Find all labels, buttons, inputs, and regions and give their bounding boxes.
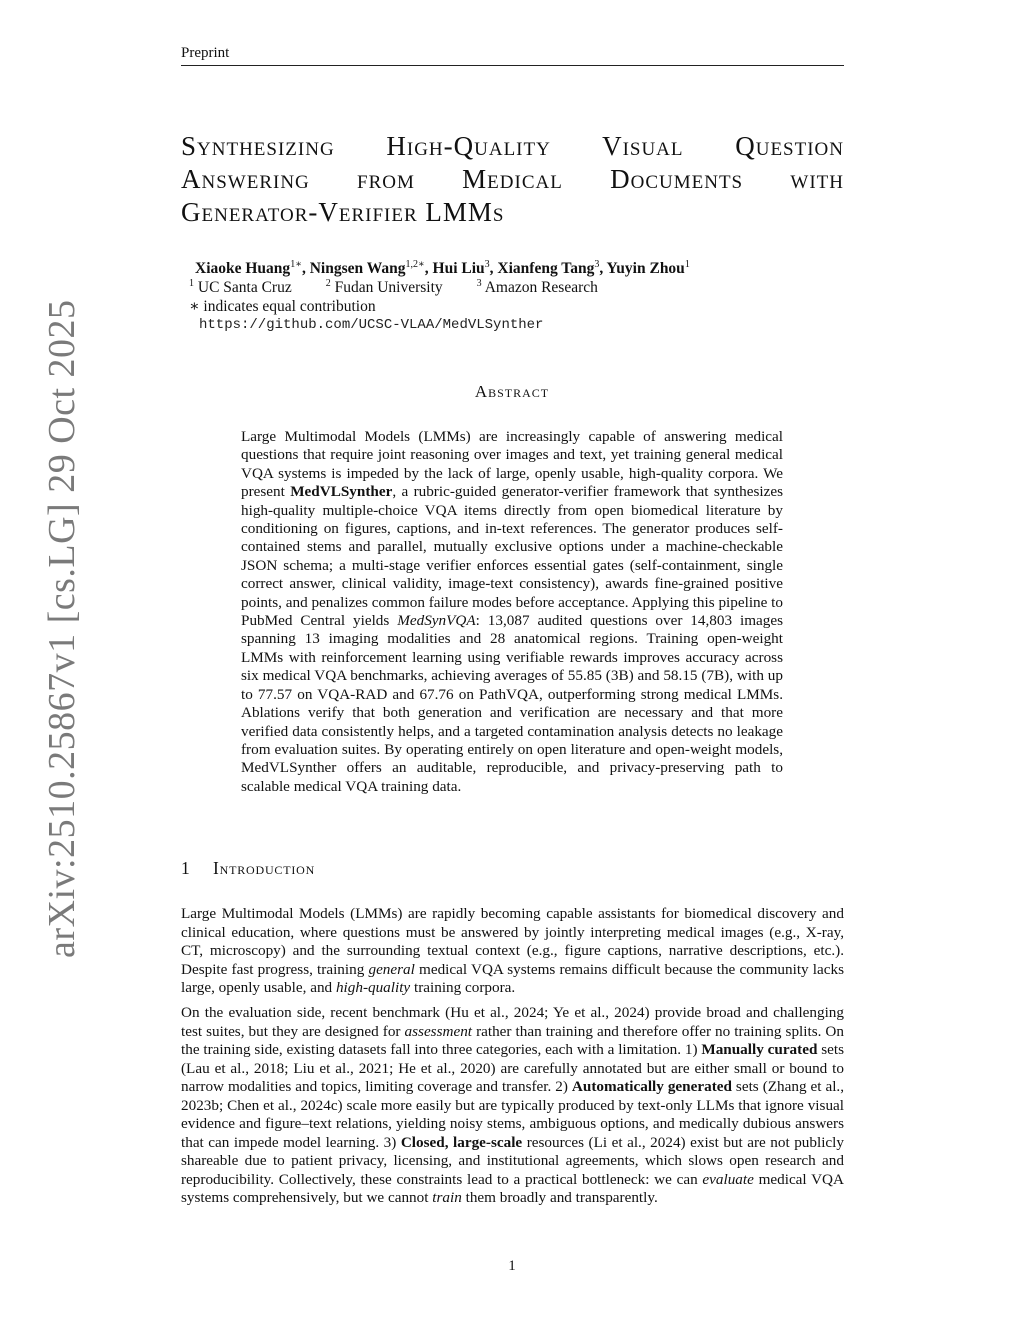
affiliation-list bbox=[189, 278, 690, 297]
section-title: Introduction bbox=[213, 858, 316, 878]
paragraph-text: On the evaluation side, recent benchmark (Hu et al., 2024; Ye et al., 2024) provide broad and challenging test suites, but they are designed for bbox=[181, 1004, 844, 1040]
author-block bbox=[189, 259, 690, 335]
paragraph-text: sets (Lau et al., 2018; Liu et al., 2021; He et al., 2020) are carefully annotated but are either small or bound to narrow modalities and topics, limiting coverage and transfer. 2) bbox=[181, 1041, 845, 1095]
running-header-text: Preprint bbox=[181, 45, 230, 61]
title-line-1: Synthesizing High-Quality Visual Question bbox=[181, 131, 844, 161]
bold-text: Manually curated bbox=[701, 1041, 818, 1058]
paragraph-text: medical VQA systems comprehensively, but we cannot bbox=[181, 1170, 844, 1206]
paragraph-text: Large Multimodal Models (LMMs) are rapidly becoming capable assistants for biomedical discovery and clinical education, where questions must be answered by jointly interpreting medical images (e.g., X-ray, CT, microscopy) and the surrounding textual context (e.g., figure captions, narrative descriptions, etc.). Despite fast progress, training bbox=[181, 905, 844, 978]
header-rule bbox=[181, 65, 844, 66]
bold-text: Automatically generated bbox=[571, 1078, 732, 1095]
asterisk-symbol: ∗ bbox=[189, 298, 200, 315]
method-name: MedVLSynther bbox=[290, 483, 393, 501]
equal-contribution-note bbox=[189, 297, 690, 316]
affiliation-name: Fudan University bbox=[334, 279, 443, 296]
section-heading-introduction bbox=[181, 858, 315, 879]
emphasis-text: general bbox=[368, 960, 415, 978]
paragraph-text: rather than training and therefore offer no training splits. On the training side, existing datasets fall into three categories, each with a limitation. 1) bbox=[181, 1022, 844, 1058]
paragraph-text: medical VQA systems remains difficult because the community lacks large, openly usable, and bbox=[181, 960, 844, 996]
emphasis-text: assessment bbox=[404, 1022, 473, 1040]
arxiv-identifier: arXiv:2510.25867v1 [cs.LG] 29 Oct 2025 bbox=[41, 299, 83, 958]
affiliation-name: UC Santa Cruz bbox=[197, 279, 292, 296]
running-header bbox=[181, 45, 844, 66]
emphasis-text: high-quality bbox=[335, 979, 411, 996]
paragraph-text: resources (Li et al., 2024) exist but are not publicly shareable due to patient privacy, licensing, and institutional agreements, which slows open research and reproducibility. Collectively, these constraints lead to a practical bottleneck: we can bbox=[181, 1133, 844, 1188]
title-line-3: Generator-Verifier LMMs bbox=[181, 197, 505, 227]
page-number: 1 bbox=[508, 1258, 516, 1274]
intro-paragraph-1 bbox=[181, 905, 844, 998]
paragraph-text: them broadly and transparently. bbox=[461, 1189, 658, 1206]
author-list: Xiaoke Huang$^{1∗}$, Ningsen Wang$^{1,2∗}$, Hui Liu$^3$, Xianfeng Tang$^3$, Yuyin Zhou$^1$ bbox=[195, 259, 690, 277]
affiliation-name: Amazon Research bbox=[484, 279, 598, 296]
author-affil-mark: 1∗ bbox=[290, 259, 302, 270]
equal-contribution-text: indicates equal contribution bbox=[203, 298, 376, 315]
affil-number: 2 bbox=[325, 278, 331, 289]
abstract-text: : 13,087 audited questions over 14,803 images spanning 13 imaging modalities and 28 anatomical regions. Training open-weight LMMs with reinforcement learning using verifiable rewards improves accuracy across six medical VQA benchmarks, achieving averages of 55.85 (3B) and 58.15 (7B), with up to 77.57 on VQA-RAD and 67.76 on PathVQA, outperforming strong medical LMMs. Ablations verify that both generation and verification are necessary and that more verified data consistently helps, and a targeted contamination analysis detects no leakage from evaluation suites. By operating entirely on open literature and open-weight models, MedVLSynther offers an auditable, reproducible, and privacy-preserving path to scalable medical VQA training data. bbox=[241, 612, 784, 795]
abstract-text: , a rubric-guided generator-verifier framework that synthesizes high-quality multiple-choice VQA items directly from open biomedical literature by conditioning on figures, captions, and in-text references. The generator produces self-contained stems and parallel, mutually exclusive options under a machine-checkable JSON schema; a multi-stage verifier enforces essential gates (self-containment, single correct answer, clinical validity, image-text consistency), awards fine-grained positive points, and penalizes common failure modes before acceptance. Applying this pipeline to PubMed Central yields bbox=[241, 483, 784, 630]
abstract-body bbox=[241, 428, 783, 796]
author-name: Yuyin Zhou bbox=[606, 260, 685, 277]
affil-number: 3 bbox=[476, 278, 482, 289]
repository-link[interactable]: https://github.com/UCSC-VLAA/MedVLSynther bbox=[199, 317, 544, 333]
author-affil-mark: 1,2∗ bbox=[405, 259, 425, 270]
paragraph-text: sets (Zhang et al., 2023b; Chen et al., 2024c) scale more easily but are typically produced by text-only LLMs that ignore visual evidence and figure–text relations, yielding noisy stems, ambiguous options, and medically dubious answers that can impede model learning. 3) bbox=[181, 1078, 845, 1151]
affil-number: 1 bbox=[189, 278, 194, 289]
author-affil-mark: 3 bbox=[594, 259, 600, 270]
author-affil-mark: 1 bbox=[684, 259, 690, 270]
author-name: Xianfeng Tang bbox=[497, 260, 595, 277]
abstract-text: Large Multimodal Models (LMMs) are increasingly capable of answering medical questions that require joint reasoning over images and text, yet training general medical VQA systems is impeded by the lack of large, openly usable, high-quality corpora. We present bbox=[241, 428, 783, 501]
section-number: 1 bbox=[181, 858, 191, 878]
dataset-name: MedSynVQA bbox=[397, 612, 476, 630]
paragraph-text: training corpora. bbox=[410, 979, 516, 996]
abstract-heading: Abstract bbox=[474, 382, 550, 401]
title-line-2: Answering from Medical Documents with bbox=[181, 164, 844, 194]
author-name: Ningsen Wang bbox=[309, 260, 406, 277]
paper-title bbox=[181, 130, 844, 229]
bold-text: Closed, large-scale bbox=[400, 1133, 523, 1151]
author-affil-mark: 3 bbox=[484, 259, 490, 270]
intro-paragraph-2 bbox=[181, 1004, 844, 1208]
author-name: Hui Liu bbox=[432, 260, 485, 277]
author-name: Xiaoke Huang bbox=[195, 260, 291, 277]
emphasis-text: evaluate bbox=[702, 1170, 754, 1188]
emphasis-text: train bbox=[432, 1189, 462, 1206]
